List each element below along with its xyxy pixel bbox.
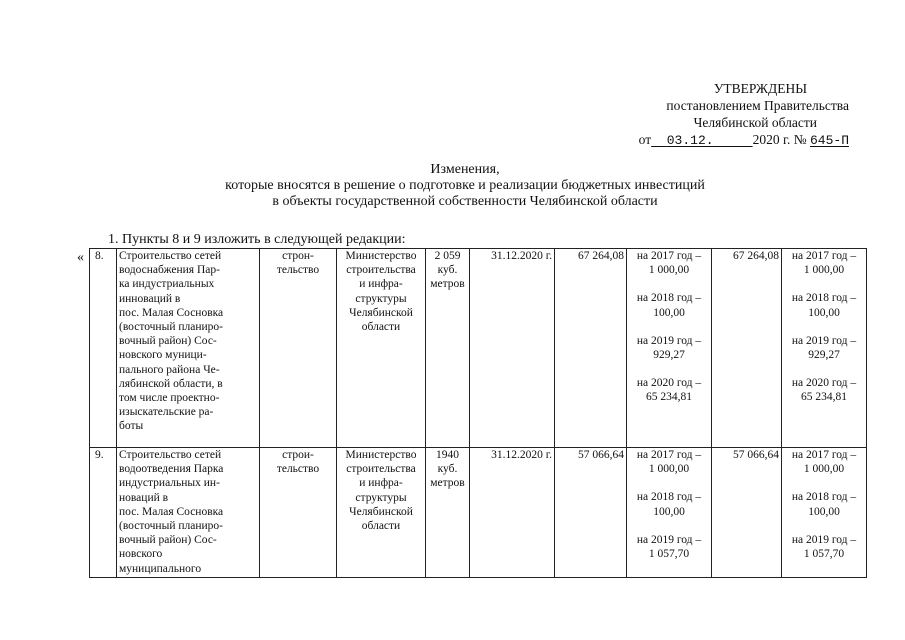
funding-entry [784,291,864,319]
investment-table [89,248,867,578]
approval-number-line [613,131,853,149]
approval-region: Челябинской области [693,115,817,130]
object-name-line: водоотведения Парка [119,463,224,476]
funding-period: на 2018 год – [636,292,702,305]
object-name-line: изыскательские ра- [119,406,214,419]
object-name-line: вочный район) Сос- [119,335,217,348]
work-type-line: строи- [282,449,314,461]
object-name-line: боты [119,420,144,433]
object-name-line: (восточный планиро- [119,520,223,533]
responsible-agency-line: Министерство [345,449,417,461]
capacity [426,448,470,578]
approval-stamp [613,80,853,149]
table-row [90,249,867,448]
capacity-line: метров [430,278,465,291]
object-name-line: лябинской области, в [119,377,223,390]
funding-amount: 1 000,00 [648,264,690,277]
capacity-line: куб. [437,463,458,476]
date-prefix: от [638,132,652,147]
funding-period: на 2020 год – [791,377,857,390]
responsible-agency-line: Министерство [345,250,417,262]
row-number: 8. [90,249,117,448]
heading-line-1: Изменения, [430,162,500,177]
document-heading [140,162,790,210]
funding-period: на 2019 год – [791,334,857,347]
total-investment: 67 264,08 [712,249,782,448]
funding-entry [629,533,709,561]
responsible-agency-line: структуры [355,491,407,504]
funding-schedule-2 [782,249,867,448]
funding-schedule [627,448,712,578]
work-type-line: тельство [276,463,320,476]
funding-amount: 929,27 [653,349,685,362]
funding-entry [784,334,864,362]
responsible-agency-line: и инфра- [359,278,403,291]
responsible-agency [337,249,426,448]
intro-paragraph: 1. Пункты 8 и 9 изложить в следующей редакции: [108,232,406,247]
table-row [90,448,867,578]
work-type [260,448,337,578]
approval-issuer: постановлением Правительства [666,98,849,113]
funding-entry [629,334,709,362]
work-type-line: тельство [276,264,320,277]
funding-amount: 100,00 [808,306,840,319]
funding-period: на 2020 год – [636,377,702,390]
funding-period: на 2019 год – [636,533,702,546]
funding-entry [629,376,709,404]
funding-amount: 65 234,81 [646,391,692,404]
funding-entry [629,490,709,518]
funding-entry [784,249,864,277]
funding-entry [784,490,864,518]
estimated-cost: 57 066,64 [555,448,627,578]
responsible-agency-line: и инфра- [359,477,403,490]
funding-period: на 2018 год – [791,292,857,305]
funding-amount: 1 057,70 [648,548,690,561]
funding-entry [629,249,709,277]
funding-entry [784,448,864,476]
funding-amount: 100,00 [653,505,685,518]
approval-year: 2020 г. № [752,132,807,147]
capacity-line: куб. [437,264,458,277]
capacity-line: метров [430,477,465,490]
responsible-agency [337,448,426,578]
object-name-line: новского муници- [119,349,207,362]
object-name-line: Строительство сетей [119,449,222,461]
responsible-agency-line: области [361,321,401,334]
row-number: 9. [90,448,117,578]
funding-schedule [627,249,712,448]
funding-period: на 2017 год – [636,449,702,461]
funding-schedule-2 [782,448,867,578]
funding-entry [784,376,864,404]
estimated-cost: 67 264,08 [555,249,627,448]
heading-line-3: в объекты государственной собственности Челябинской области [272,194,658,209]
object-name [117,448,260,578]
responsible-agency-line: области [361,520,401,533]
funding-period: на 2018 год – [636,491,702,504]
object-name-line: муниципального [119,562,202,575]
opening-quote: « [77,250,84,265]
funding-amount: 100,00 [808,505,840,518]
completion-date: 31.12.2020 г. [470,249,555,448]
object-name-line: вочный район) Сос- [119,534,217,547]
object-name-line: пос. Малая Сосновка [119,505,224,518]
object-name-line: ка индустриальных [119,278,215,291]
object-name-line: пос. Малая Сосновка [119,306,224,319]
funding-amount: 65 234,81 [801,391,847,404]
object-name-line: новаций в [119,491,169,504]
funding-amount: 1 057,70 [803,548,845,561]
work-type [260,249,337,448]
funding-amount: 100,00 [653,306,685,319]
responsible-agency-line: структуры [355,292,407,305]
funding-amount: 1 000,00 [648,463,690,476]
capacity [426,249,470,448]
object-name-line: водоснабжения Пар- [119,264,220,277]
object-name-line: индустриальных ин- [119,477,220,490]
funding-entry [629,291,709,319]
funding-amount: 1 000,00 [803,463,845,476]
funding-period: на 2017 год – [791,250,857,262]
capacity-line: 2 059 [434,250,461,262]
funding-entry [784,533,864,561]
object-name-line: Строительство сетей [119,250,222,262]
table-body [90,249,867,578]
responsible-agency-line: строительства [346,463,416,476]
approval-date: 03.12. [666,133,714,148]
funding-amount: 929,27 [808,349,840,362]
object-name-line: (восточный планиро- [119,321,223,334]
object-name-line: том числе проектно- [119,392,220,405]
responsible-agency-line: Челябинской [349,306,413,319]
responsible-agency-line: Челябинской [349,505,413,518]
heading-line-2: которые вносятся в решение о подготовке и реализации бюджетных инвестиций [225,178,705,193]
funding-entry [629,448,709,476]
completion-date: 31.12.2020 г. [470,448,555,578]
funding-period: на 2019 год – [636,334,702,347]
object-name-line: пального района Че- [119,363,220,376]
approval-title: УТВЕРЖДЕНЫ [713,81,807,96]
approval-number: 645-П [809,133,849,148]
capacity-line: 1940 [436,449,459,461]
funding-period: на 2017 год – [791,449,857,461]
funding-amount: 1 000,00 [803,264,845,277]
total-investment: 57 066,64 [712,448,782,578]
work-type-line: строн- [282,250,314,262]
object-name-line: инноваций в [119,292,181,305]
funding-period: на 2019 год – [791,533,857,546]
responsible-agency-line: строительства [346,264,416,277]
object-name-line: новского [119,548,163,561]
funding-period: на 2018 год – [791,491,857,504]
object-name [117,249,260,448]
funding-period: на 2017 год – [636,250,702,262]
